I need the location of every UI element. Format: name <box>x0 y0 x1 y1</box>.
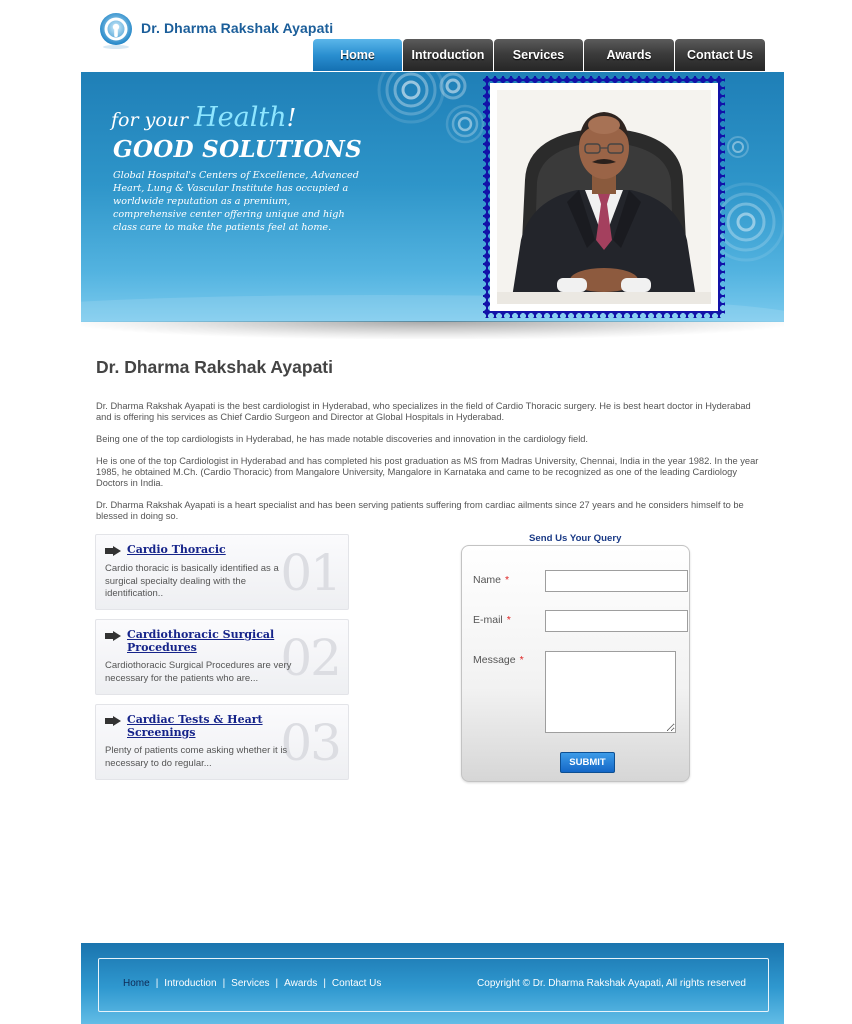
nav-contact-us[interactable]: Contact Us <box>675 39 765 71</box>
query-form <box>461 545 690 782</box>
intro-paragraph-2: Being one of the top cardiologists in Hyderabad, he has made notable discoveries and innovation in the cardiology field. <box>96 434 589 444</box>
logo-text: Dr. Dharma Rakshak Ayapati <box>141 20 334 36</box>
copyright-text: Copyright © Dr. Dharma Rakshak Ayapati, All rights reserved <box>477 978 746 989</box>
intro-paragraph-1: Dr. Dharma Rakshak Ayapati is the best cardiologist in Hyderabad, who specializes in the field of Cardio Thoracic surgery. He is best heart doctor in Hyderabad and is offering his services as Chief Cardio Surgeon and Director at Global Hospitals in Hyderabad. <box>96 401 751 422</box>
required-mark: * <box>505 574 510 586</box>
service-description: Cardio thoracic is basically identified as a surgical specialty dealing with the identification.. <box>105 563 279 599</box>
footer-link-awards[interactable]: Awards <box>284 978 318 989</box>
arrow-right-icon <box>105 716 121 726</box>
footer-separator: | <box>155 978 159 989</box>
logo-icon <box>97 12 135 50</box>
nav-home[interactable]: Home <box>313 39 402 71</box>
tagline-suffix: ! <box>286 104 297 132</box>
footer-link-services[interactable]: Services <box>231 978 270 989</box>
doctor-portrait <box>497 90 711 304</box>
nav-introduction[interactable]: Introduction <box>403 39 493 71</box>
service-number: 01 <box>280 544 340 602</box>
service-link-cardiac-tests[interactable]: Cardiac Tests & Heart Screenings <box>127 713 263 739</box>
footer-link-contact-us[interactable]: Contact Us <box>331 978 382 989</box>
footer-nav <box>123 978 381 989</box>
banner-tagline <box>111 102 296 133</box>
message-label <box>473 654 524 666</box>
service-link-surgical-procedures[interactable]: Cardiothoracic Surgical Procedures <box>127 628 275 654</box>
name-label <box>473 574 509 586</box>
service-number: 02 <box>280 629 340 687</box>
required-mark: * <box>506 614 511 626</box>
email-label <box>473 614 511 626</box>
service-description: Plenty of patients come asking whether it is necessary to do regular... <box>105 745 288 769</box>
intro-paragraph-4: Dr. Dharma Rakshak Ayapati is a heart specialist and has been serving patients suffering from cardiac ailments since 27 years and he considers himself to be blessed in doing so. <box>96 500 744 521</box>
banner-description: Global Hospital's Centers of Excellence, Advanced Heart, Lung & Vascular Institute has occupied a worldwide reputation as a premium, comprehensive center offering unique and high class care to make the patients feel at home. <box>113 170 359 233</box>
tagline-health: Health <box>194 102 287 133</box>
hero-banner <box>81 72 784 322</box>
arrow-right-icon <box>105 546 121 556</box>
form-heading: Send Us Your Query <box>529 533 622 544</box>
service-link-cardio-thoracic[interactable]: Cardio Thoracic <box>127 543 226 556</box>
email-field[interactable] <box>545 610 688 632</box>
site-logo[interactable] <box>97 9 333 53</box>
service-card-surgical-procedures <box>95 619 349 695</box>
submit-button[interactable]: SUBMIT <box>560 752 615 773</box>
footer-separator: | <box>222 978 226 989</box>
service-description: Cardiothoracic Surgical Procedures are very necessary for the patients who are... <box>105 660 292 684</box>
message-label-text: Message <box>473 654 516 666</box>
service-number: 03 <box>280 714 340 772</box>
intro-paragraph-3: He is one of the top Cardiologist in Hyderabad and has completed his post graduation as MS from Madras University, Chennai, India in the year 1982. In the year 1985, he obtained M.Ch. (Cardio Thoracic) from Mangalore University, Mangalore in Karnataka and came to be recognized as one of the leading Cardiology Doctors in India. <box>96 456 759 488</box>
footer-separator: | <box>275 978 279 989</box>
footer-link-introduction[interactable]: Introduction <box>164 978 217 989</box>
nav-awards[interactable]: Awards <box>584 39 674 71</box>
intro-text <box>96 401 768 533</box>
required-mark: * <box>519 654 524 666</box>
nav-services[interactable]: Services <box>494 39 583 71</box>
footer-separator: | <box>323 978 326 989</box>
tagline-prefix: for your <box>111 109 189 131</box>
page-title: Dr. Dharma Rakshak Ayapati <box>96 357 334 377</box>
name-field[interactable] <box>545 570 688 592</box>
banner-headline: GOOD SOLUTIONS <box>113 136 363 163</box>
arrow-right-icon <box>105 631 121 641</box>
footer <box>81 943 784 1024</box>
banner-shadow <box>81 321 784 339</box>
service-card-cardiac-tests <box>95 704 349 780</box>
message-field[interactable] <box>545 651 676 733</box>
main-nav <box>313 39 766 71</box>
name-label-text: Name <box>473 574 502 586</box>
service-card-cardio-thoracic <box>95 534 349 610</box>
email-label-text: E-mail <box>473 614 503 626</box>
footer-link-home[interactable]: Home <box>123 978 150 989</box>
